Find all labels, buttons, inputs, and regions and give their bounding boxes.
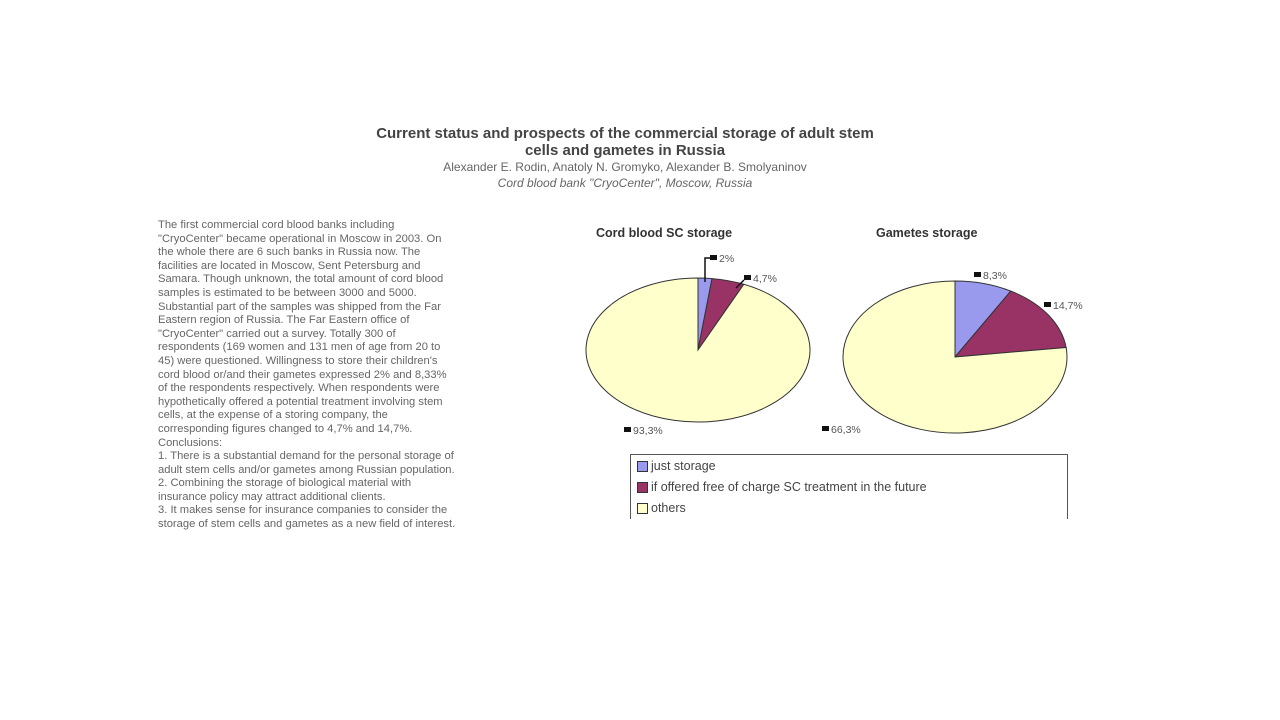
legend-label: if offered free of charge SC treatment in the future xyxy=(651,480,927,494)
body-line: 1. There is a substantial demand for the personal storage of xyxy=(158,450,454,463)
legend-swatch-free-treatment xyxy=(637,482,648,493)
body-line: The first commercial cord blood banks including xyxy=(158,219,395,231)
data-label-marker xyxy=(624,427,631,432)
data-label-cord-blood-free-treatment: 4,7% xyxy=(753,273,777,285)
body-line: insurance policy may attract additional clients. xyxy=(158,490,386,503)
body-line: corresponding figures changed to 4,7% and 14,7%. xyxy=(158,422,413,435)
body-line: hypothetically offered a potential treatment involving stem xyxy=(158,395,443,408)
body-line: facilities are located in Moscow, Sent Petersburg and xyxy=(158,259,421,272)
data-label-marker xyxy=(1044,302,1051,307)
body-line: 2. Combining the storage of biological material with xyxy=(158,477,412,490)
affiliation: Cord blood bank "CryoCenter", Moscow, Russia xyxy=(497,176,753,190)
body-line: the whole there are 6 such banks in Russia now. The xyxy=(158,246,421,259)
body-line: cord blood or/and their gametes expressed 2% and 8,33% xyxy=(158,368,447,381)
data-label-marker xyxy=(710,255,717,260)
title-line-1: Current status and prospects of the commercial storage of adult stem xyxy=(376,125,874,142)
data-label-marker xyxy=(822,426,829,431)
chart-title-cord-blood: Cord blood SC storage xyxy=(596,226,733,240)
legend-item-just-storage xyxy=(637,459,716,473)
data-label-marker xyxy=(974,272,981,277)
body-line: respondents (169 women and 131 men of age from 20 to xyxy=(158,341,441,354)
legend-item-others xyxy=(637,501,686,515)
data-label-cord-blood-just-storage: 2% xyxy=(719,253,735,265)
legend-item-free-treatment xyxy=(637,480,927,494)
pie-slice-cord-blood-others xyxy=(586,278,810,422)
chart-title-gametes: Gametes storage xyxy=(876,226,978,240)
body-line: cells, at the expense of a storing company, the xyxy=(158,409,388,422)
data-label-gametes-just-storage: 8,3% xyxy=(983,270,1007,282)
legend-swatch-just-storage xyxy=(637,461,648,472)
body-line: adult stem cells and/or gametes among Russian population. xyxy=(158,463,455,476)
title-line-2: cells and gametes in Russia xyxy=(524,142,726,159)
body-line: 3. It makes sense for insurance companies to consider the xyxy=(158,504,448,517)
data-label-gametes-others: 66,3% xyxy=(831,424,861,436)
body-line: Conclusions: xyxy=(158,436,223,449)
legend xyxy=(630,454,1068,519)
body-line: Substantial part of the samples was shipped from the Far xyxy=(158,300,441,313)
data-label-gametes-free-treatment: 14,7% xyxy=(1053,300,1083,312)
body-line: Samara. Though unknown, the total amount of cord blood xyxy=(158,273,444,286)
legend-label: others xyxy=(651,501,686,515)
body-line: Eastern region of Russia. The Far Eastern office of xyxy=(158,314,410,327)
body-line: storage of stem cells and gametes as a new field of interest. xyxy=(158,518,456,531)
body-line: samples is estimated to be between 3000 and 5000. xyxy=(158,286,417,299)
legend-label: just storage xyxy=(651,459,716,473)
legend-swatch-others xyxy=(637,503,648,514)
data-label-cord-blood-others: 93,3% xyxy=(633,425,663,437)
body-line: "CryoCenter" carried out a survey. Totally 300 of xyxy=(158,327,396,340)
data-label-marker xyxy=(744,275,751,280)
body-line: "CryoCenter" became operational in Moscow in 2003. On xyxy=(158,232,442,245)
body-line: 45) were questioned. Willingness to store their children's xyxy=(158,354,438,367)
authors: Alexander E. Rodin, Anatoly N. Gromyko, Alexander B. Smolyaninov xyxy=(443,160,807,174)
body-line: of the respondents respectively. When respondents were xyxy=(158,382,440,395)
